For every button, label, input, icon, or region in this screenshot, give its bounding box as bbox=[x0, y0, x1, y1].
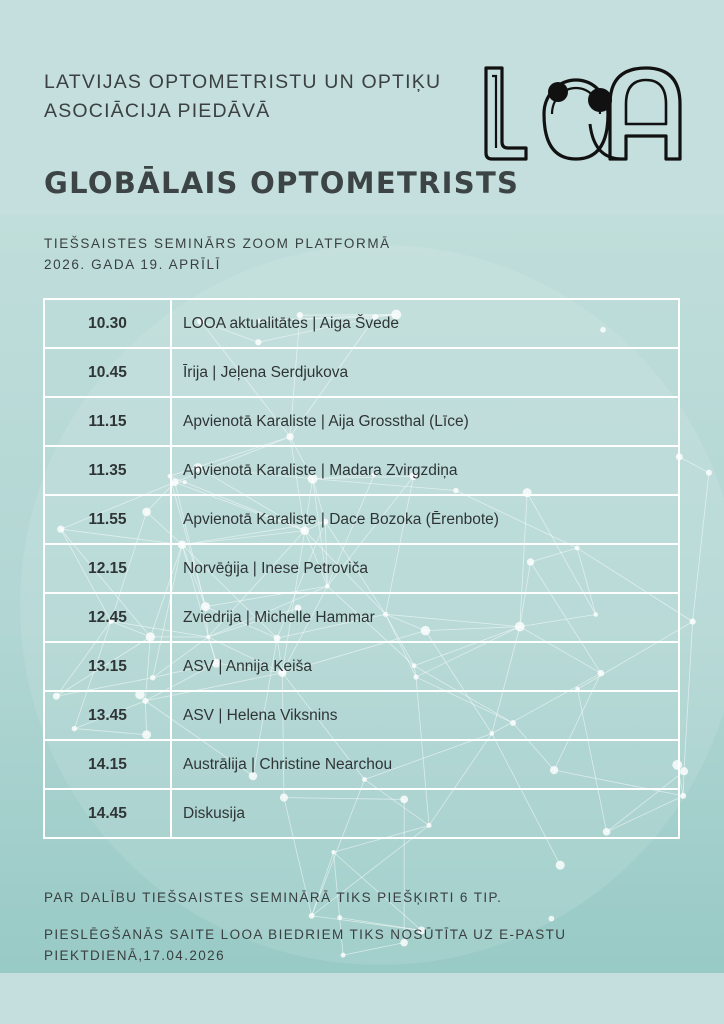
schedule-time: 13.45 bbox=[44, 691, 171, 740]
schedule-row bbox=[44, 642, 679, 691]
footer-band bbox=[0, 973, 724, 1024]
schedule-row bbox=[44, 397, 679, 446]
schedule-talk: Apvienotā Karaliste | Dace Bozoka (Ērenbote) bbox=[171, 495, 679, 544]
schedule-time: 12.15 bbox=[44, 544, 171, 593]
schedule-row bbox=[44, 544, 679, 593]
schedule-table bbox=[43, 298, 680, 839]
org-line-1: LATVIJAS OPTOMETRISTU UN OPTIĶU bbox=[44, 71, 442, 93]
schedule-time: 11.35 bbox=[44, 446, 171, 495]
schedule-row bbox=[44, 691, 679, 740]
schedule-row bbox=[44, 593, 679, 642]
schedule-talk: Austrālija | Christine Nearchou bbox=[171, 740, 679, 789]
link-note-line-2: PIEKTDIENĀ,17.04.2026 bbox=[44, 948, 225, 963]
schedule-time: 11.55 bbox=[44, 495, 171, 544]
org-line-2: ASOCIĀCIJA PIEDĀVĀ bbox=[44, 100, 271, 122]
schedule-row bbox=[44, 348, 679, 397]
schedule-row bbox=[44, 299, 679, 348]
schedule-talk: Norvēģija | Inese Petroviča bbox=[171, 544, 679, 593]
schedule-row bbox=[44, 789, 679, 838]
schedule-time: 11.15 bbox=[44, 397, 171, 446]
schedule-time: 14.15 bbox=[44, 740, 171, 789]
schedule-talk: ASV | Helena Viksnins bbox=[171, 691, 679, 740]
schedule-talk: Apvienotā Karaliste | Madara Zvirgzdiņa bbox=[171, 446, 679, 495]
event-details bbox=[44, 233, 391, 275]
looa-logo-icon bbox=[482, 64, 682, 162]
schedule-time: 12.45 bbox=[44, 593, 171, 642]
organization-name bbox=[44, 68, 441, 126]
link-note bbox=[44, 924, 566, 966]
schedule-talk: Apvienotā Karaliste | Aija Grossthal (Līce) bbox=[171, 397, 679, 446]
schedule-row bbox=[44, 446, 679, 495]
event-date: 2026. GADA 19. APRĪLĪ bbox=[44, 257, 221, 272]
credits-note: PAR DALĪBU TIEŠSAISTES SEMINĀRĀ TIKS PIEŠĶIRTI 6 TIP. bbox=[44, 890, 503, 905]
schedule-row bbox=[44, 740, 679, 789]
schedule-talk: Īrija | Jeļena Serdjukova bbox=[171, 348, 679, 397]
schedule-row bbox=[44, 495, 679, 544]
schedule-talk: LOOA aktualitātes | Aiga Švede bbox=[171, 299, 679, 348]
schedule-talk: ASV | Annija Keiša bbox=[171, 642, 679, 691]
schedule-talk: Diskusija bbox=[171, 789, 679, 838]
schedule-time: 10.30 bbox=[44, 299, 171, 348]
schedule-time: 10.45 bbox=[44, 348, 171, 397]
event-platform: TIEŠSAISTES SEMINĀRS ZOOM PLATFORMĀ bbox=[44, 236, 391, 251]
schedule-time: 13.15 bbox=[44, 642, 171, 691]
link-note-line-1: PIESLĒGŠANĀS SAITE LOOA BIEDRIEM TIKS NOSŪTĪTA UZ E-PASTU bbox=[44, 927, 567, 942]
schedule-talk: Zviedrija | Michelle Hammar bbox=[171, 593, 679, 642]
schedule-time: 14.45 bbox=[44, 789, 171, 838]
page-title: GLOBĀLAIS OPTOMETRISTS bbox=[44, 166, 520, 200]
